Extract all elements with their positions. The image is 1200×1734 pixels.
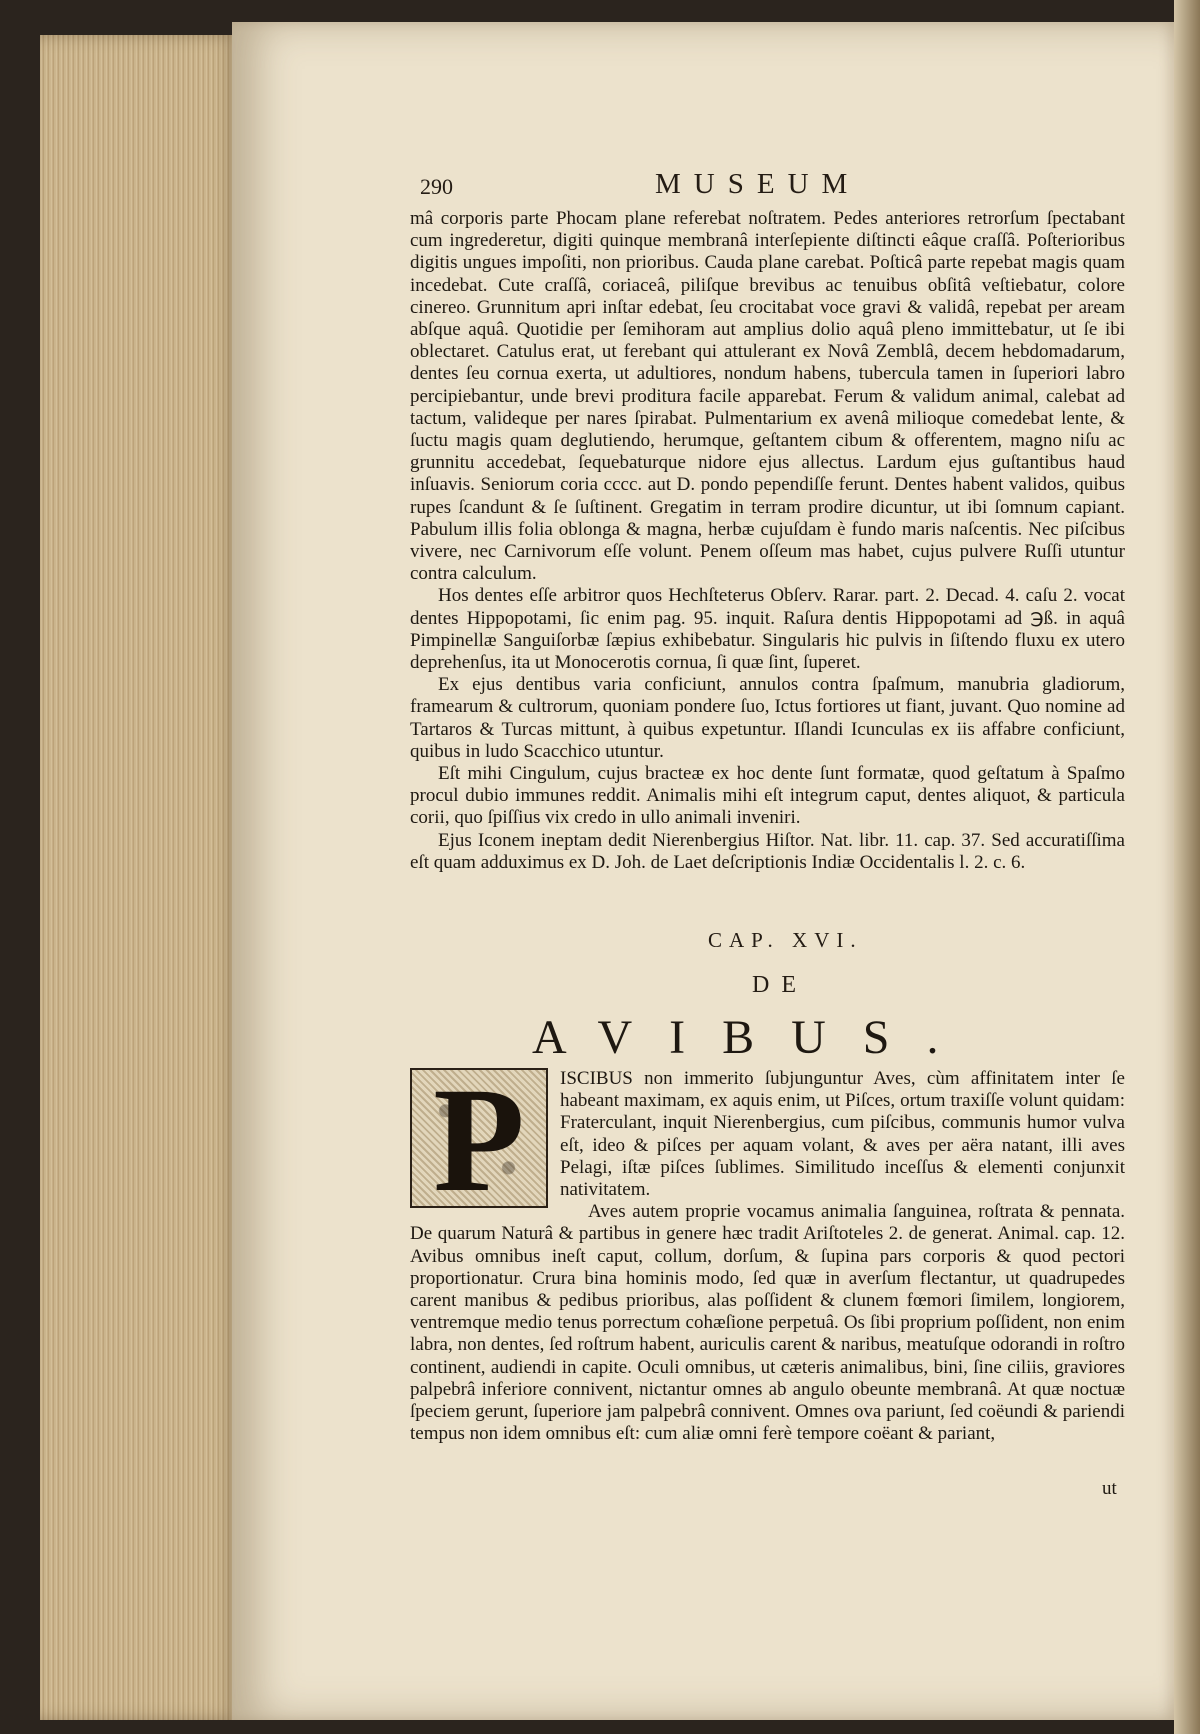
initial-letter: P	[433, 1057, 525, 1223]
paragraph: Ex ejus dentibus varia conficiunt, annulos contra ſpaſmum, manubria gladiorum, framearum & cultrorum, quoniam pondere ſuo, Ictus fortiores ut fiant, juvant. Quo nomine ad Tartaros & Turcas mittunt, à quibus expetuntur. Iſlandi Icunculas ex iis affabre conficiunt, quibus in ludo Scacchico utuntur.	[410, 674, 1125, 762]
page-header	[420, 168, 1120, 208]
book-page-edges	[40, 35, 240, 1720]
paragraph: Eſt mihi Cingulum, cujus bracteæ ex hoc dente ſunt formatæ, quod geſtatum à Spaſmo procul dubio immunes reddit. Animalis mihi eſt integrum caput, dentes aliquot, & particula corii, quo ſpiſſius vix credo in ullo animali inveniri.	[410, 763, 1125, 829]
chapter-first-paragraph: ISCIBUS non immerito ſubjunguntur Aves, cùm affinitatem inter ſe habeant maximam, ex aquis enim, ut Piſces, ortum traxiſſe volunt quidam: Fraterculant, inquit Nierenbergius, cum piſcibus, communis humor vulva eſt, ideo & piſces per aquam volant, & aves per aëra natant, illi aves Pelagi, iſtæ piſces ſublimes. Similitudo inceſſus & elementi conjunxit nativitatem.	[560, 1068, 1125, 1201]
paragraph: Ejus Iconem ineptam dedit Nierenbergius Hiſtor. Nat. libr. 11. cap. 37. Sed accuratiſſima eſt quam adduximus ex D. Joh. de Laet deſcriptionis Indiæ Occidentalis l. 2. c. 6.	[410, 829, 1125, 873]
page-number: 290	[420, 174, 453, 199]
paragraph: Hos dentes eſſe arbitror quos Hechſteterus Obſerv. Rarar. part. 2. Decad. 4. caſu 2. vocat dentes Hippopotami, ſic enim pag. 95. inquit. Raſura dentis Hippopotami ad ℈ß. in aquâ Pimpinellæ Sanguiſorbæ ſæpius exhibebatur. Singularis hic pulvis in ſiſtendo fluxu ex utero deprehenſus, ita ut Monocerotis cornua, ſi quæ ſint, ſuperet.	[410, 585, 1125, 674]
ornamental-initial	[410, 1057, 548, 1223]
body-text	[410, 208, 1125, 874]
facing-page-edge	[1174, 0, 1200, 1734]
catchword: ut	[1102, 1478, 1117, 1499]
chapter-title: AVIBUS.	[532, 1011, 976, 1064]
chapter-heading-de: DE	[752, 972, 808, 998]
chapter-second-paragraph: Aves autem proprie vocamus animalia ſanguinea, roſtrata & pennata. De quarum Naturâ & partibus in genere hæc tradit Ariſtoteles 2. de generat. Animal. cap. 12. Avibus omnibus ineſt caput, collum, dorſum, & ſupina pars corporis & quod pectori proportionatur. Crura bina hominis modo, ſed quæ in averſum flectantur, ut quadrupedes carent manibus & pedibus prioribus, alas poſſident & clunem fœmori ſimilem, longiorem, ventremque medio tenus porrectum cohæſione perpetuâ. Os ſibi proprium poſſident, non enim labra, non dentes, ſed roſtrum habent, auriculis carent & naribus, meatuſque odorandi in roſtro continent, audiendi in capite. Oculi omnibus, ut cæteris animalibus, bini, ſine ciliis, graviores palpebrâ inferiore connivent, nictantur omnes ab angulo obeunte membranâ. At quæ noctuæ ſpeciem gerunt, ſuperiore jam palpebrâ connivent. Omnes ova pariunt, ſed coëundi & pariendi tempus non idem omnibus eſt: cum aliæ omni ferè tempore coëant & pariant,	[410, 1201, 1125, 1445]
paragraph: mâ corporis parte Phocam plane referebat noſtratem. Pedes anteriores retrorſum ſpectabant cum ingrederetur, digiti quinque membranâ interſepiente diſtincti eâque craſſâ. Poſterioribus digitis ungues impoſiti, non prioribus. Cauda plane carebat. Poſticâ parte repebat magis quam incedebat. Cute craſſâ, coriaceâ, piliſque brevibus ac tenuibus obſitâ veſtiebatur, colore cinereo. Grunnitum apri inſtar edebat, ſeu crocitabat voce gravi & validâ, repebat per aream abſque aquâ. Quotidie per ſemihoram aut amplius dolio aquâ pleno immittebatur, ut ſe ibi oblectaret. Catulus erat, ut ferebant qui attulerant ex Novâ Zemblâ, decem hebdomadarum, dentes ſeu cornua exerta, ut adultiores, nondum habens, tubercula tamen in ſuperiori labro percipiebantur, unde brevi proditura facile apparebat. Ferum & validum animal, calebat ad tactum, valideque per nares ſpirabat. Pulmentarium ex avenâ milioque comedebat lente, & ſuctu magis quam deglutiendo, herumque, geſtantem cibum & offerentem, magno niſu ac grunnitu accedebat, ſequebaturque nidore ejus allectus. Lardum ejus guſtantibus haud inſuavis. Seniorum coria cccc. aut D. pondo pependiſſe ferunt. Dentes habent validos, quibus rupes ſcandunt & ſe ſuſtinent. Gregatim in terram prodire dicuntur, ut ibi ſomnum capiant. Pabulum illis folia oblonga & magna, herbæ cujuſdam è fundo maris naſcentis. Nec piſcibus vivere, nec Carnivorum eſſe volunt. Penem oſſeum mas habet, cujus pulvere Ruſſi utuntur contra calculum.	[410, 208, 1125, 585]
running-title: MUSEUM	[655, 168, 861, 200]
chapter-number: CAP. XVI.	[708, 928, 863, 952]
